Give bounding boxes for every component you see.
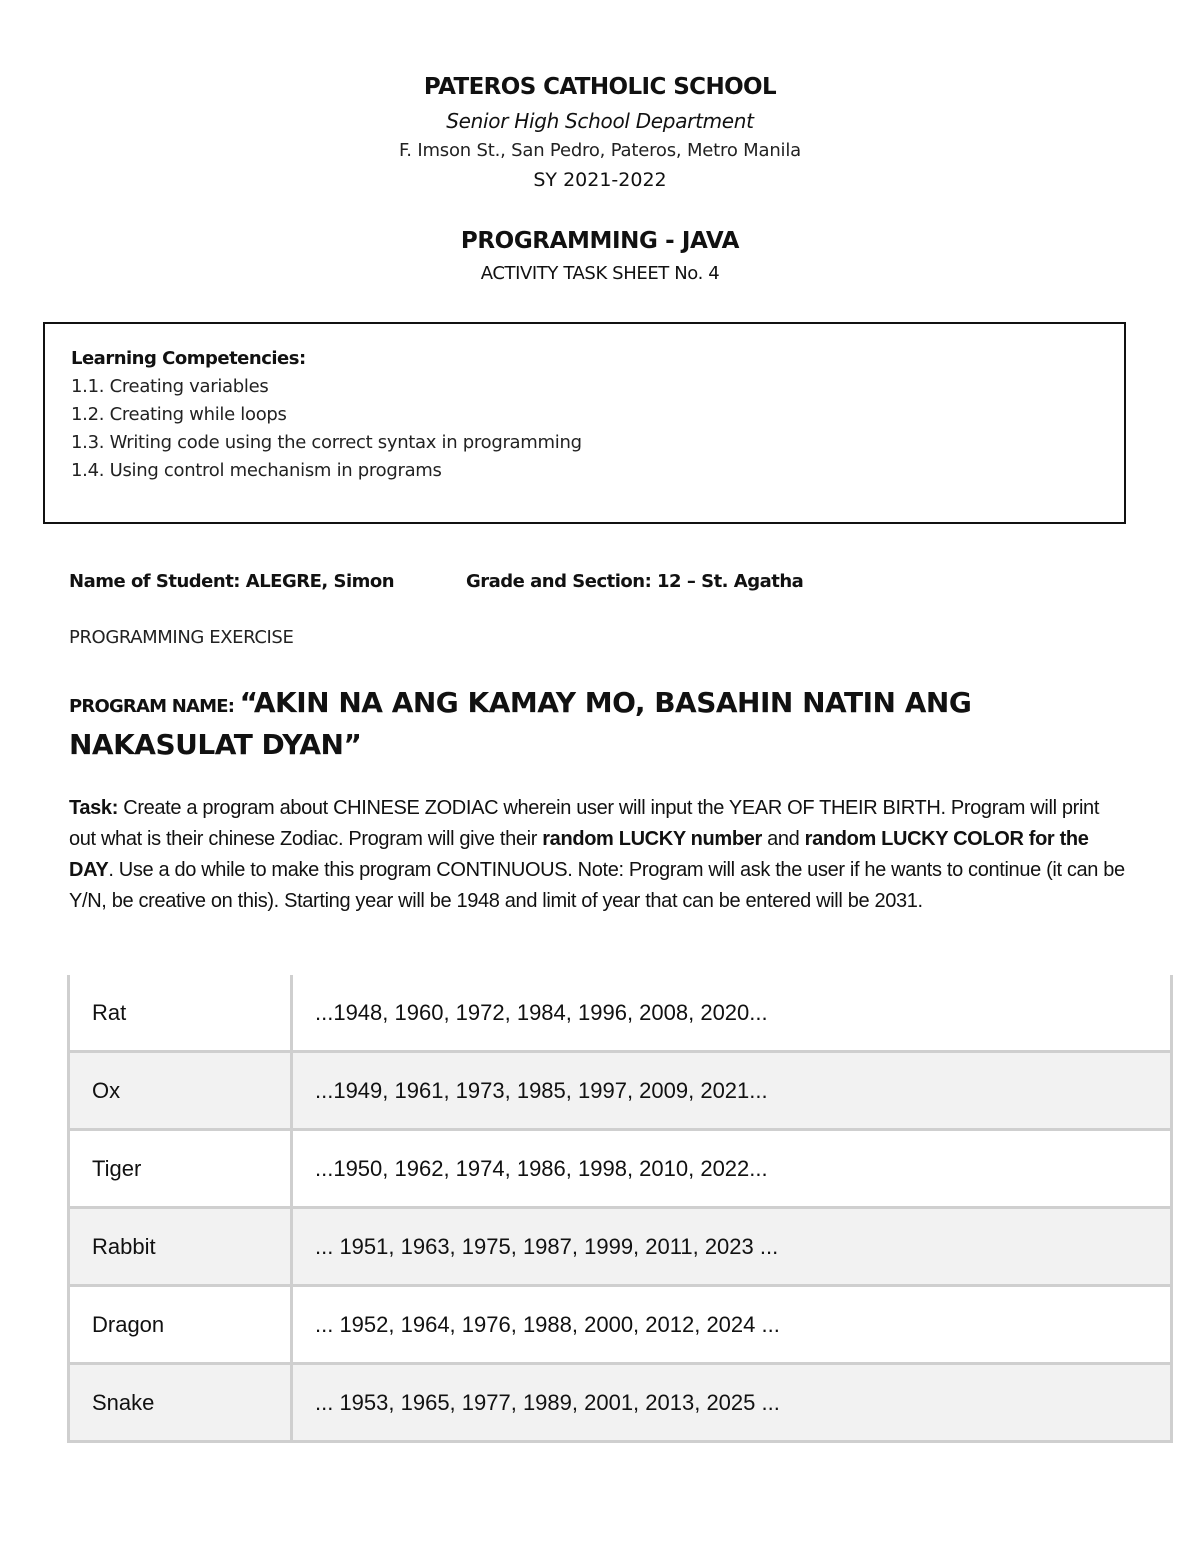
task-label: Task: (69, 797, 119, 819)
table-row (69, 1130, 1172, 1208)
competency-item: 1.4. Using control mechanism in programs (71, 460, 442, 481)
zodiac-years-cell: ... 1952, 1964, 1976, 1988, 2000, 2012, 2024 ... (292, 1286, 1172, 1364)
competency-item: 1.2. Creating while loops (71, 404, 287, 425)
zodiac-animal-cell: Tiger (69, 1130, 292, 1208)
department-name: Senior High School Department (446, 109, 754, 133)
table-row (69, 1364, 1172, 1442)
task-text: . Use a do while to make this program CONTINUOUS. Note: Program will ask the user if he wants to continue (it can be Y/N, be creative on this). Starting year will be 1948 and limit of year that can be entered will be 2031. (69, 859, 1125, 912)
competency-item: 1.1. Creating variables (71, 376, 269, 397)
zodiac-table (67, 975, 1173, 1443)
zodiac-animal-cell: Ox (69, 1052, 292, 1130)
program-name-label: PROGRAM NAME: (69, 696, 240, 717)
student-name: Name of Student: ALEGRE, Simon (69, 571, 395, 592)
task-sheet-number: ACTIVITY TASK SHEET No. 4 (480, 263, 720, 284)
competencies-heading: Learning Competencies: (71, 348, 306, 369)
competency-item: 1.3. Writing code using the correct syntax in programming (71, 432, 582, 453)
task-emphasis: random LUCKY COLOR for the DAY (69, 828, 1089, 881)
exercise-label: PROGRAMMING EXERCISE (69, 627, 294, 648)
zodiac-years-cell: ...1948, 1960, 1972, 1984, 1996, 2008, 2020... (292, 975, 1172, 1052)
task-text: and (761, 828, 805, 850)
grade-section: Grade and Section: 12 – St. Agatha (466, 571, 804, 592)
task-emphasis: random LUCKY number (542, 828, 762, 850)
competencies-box (43, 322, 1126, 524)
table-row (69, 975, 1172, 1052)
zodiac-years-cell: ... 1951, 1963, 1975, 1987, 1999, 2011, 2023 ... (292, 1208, 1172, 1286)
zodiac-animal-cell: Rabbit (69, 1208, 292, 1286)
task-text: Create a program about CHINESE ZODIAC wherein user will input the YEAR OF THEIR BIRTH. Program will print out what is their chinese Zodiac. Program will give their (69, 797, 1100, 850)
zodiac-years-cell: ...1949, 1961, 1973, 1985, 1997, 2009, 2021... (292, 1052, 1172, 1130)
subject-title: PROGRAMMING - JAVA (460, 228, 740, 254)
table-row (69, 1208, 1172, 1286)
zodiac-animal-cell: Rat (69, 975, 292, 1052)
zodiac-animal-cell: Snake (69, 1364, 292, 1442)
program-name-block (69, 684, 1149, 768)
zodiac-animal-cell: Dragon (69, 1286, 292, 1364)
table-row (69, 1052, 1172, 1130)
table-row (69, 1286, 1172, 1364)
school-year: SY 2021-2022 (533, 169, 667, 191)
zodiac-years-cell: ...1950, 1962, 1974, 1986, 1998, 2010, 2022... (292, 1130, 1172, 1208)
program-name-value: “AKIN NA ANG KAMAY MO, BASAHIN NATIN ANG NAKASULAT DYAN” (69, 686, 972, 761)
school-address: F. Imson St., San Pedro, Pateros, Metro Manila (399, 140, 801, 161)
task-description (69, 793, 1129, 917)
school-name: PATEROS CATHOLIC SCHOOL (423, 74, 777, 100)
zodiac-years-cell: ... 1953, 1965, 1977, 1989, 2001, 2013, 2025 ... (292, 1364, 1172, 1442)
